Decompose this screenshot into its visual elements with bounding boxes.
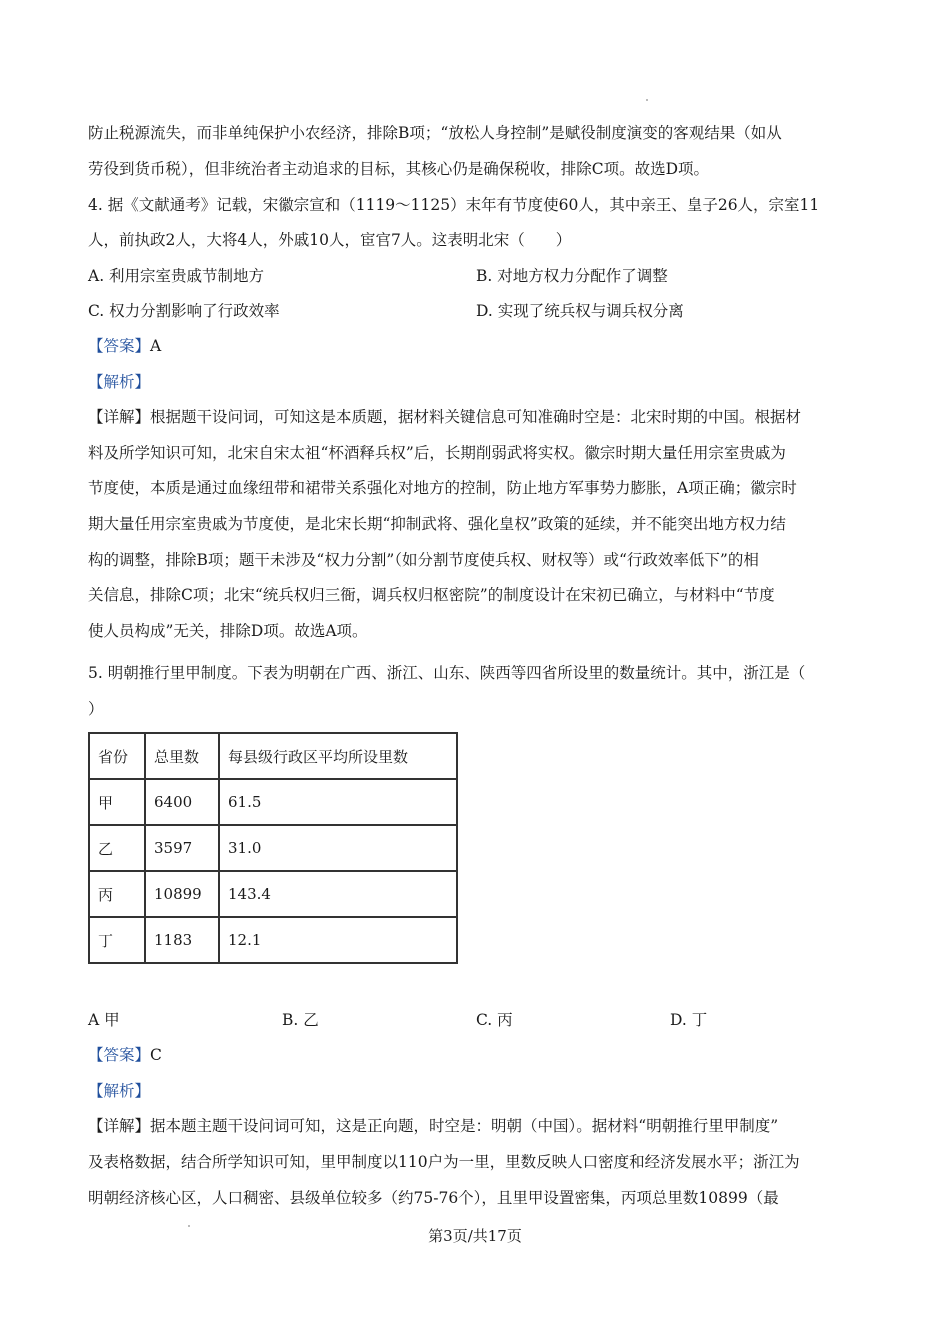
table-header-cell: 省份 — [89, 733, 145, 779]
q4-option-a: A. 利用宗室贵戚节制地方 — [88, 267, 265, 285]
page-footer: 第3页/共17页 — [428, 1227, 522, 1245]
q4-detail-line-3: 节度使，本质是通过血缘纽带和裙带关系强化对地方的控制，防止地方军事势力膨胀，A项正确；徽宗时 — [88, 479, 797, 497]
q5-detail-line-1 — [88, 1115, 778, 1137]
table-cell: 12.1 — [219, 917, 457, 963]
q5-option-d: D. 丁 — [670, 1011, 708, 1029]
answer-tag: 【答案】 — [88, 337, 151, 355]
speck-decoration — [646, 99, 648, 101]
table-header-row — [89, 733, 457, 779]
q4-detail-line-6: 关信息，排除C项；北宋“统兵权归三衙，调兵权归枢密院”的制度设计在宋初已确立，与材料中“节度 — [88, 586, 775, 604]
table-row — [89, 779, 457, 825]
table-header-cell: 每县级行政区平均所设里数 — [219, 733, 457, 779]
table-cell: 61.5 — [219, 779, 457, 825]
q4-option-b: B. 对地方权力分配作了调整 — [476, 267, 668, 285]
q4-detail-line-1 — [88, 406, 801, 428]
table-cell: 6400 — [145, 779, 219, 825]
q4-analysis-tag: 【解析】 — [88, 373, 151, 391]
table-cell: 3597 — [145, 825, 219, 871]
table-row — [89, 871, 457, 917]
q5-option-a: A 甲 — [88, 1011, 120, 1029]
answer-tag: 【答案】 — [88, 1046, 151, 1064]
detail-text: 据本题主题干设问词可知，这是正向题，时空是：明朝（中国）。据材料“明朝推行里甲制度” — [150, 1117, 779, 1135]
q4-option-c: C. 权力分割影响了行政效率 — [88, 302, 280, 320]
q4-detail-line-2: 料及所学知识可知，北宋自宋太祖“杯酒释兵权”后，长期削弱武将实权。徽宗时期大量任用宗室贵戚为 — [88, 444, 786, 462]
intro-line-2: 劳役到货币税），但非统治者主动追求的目标，其核心仍是确保税收，排除C项。故选D项。 — [88, 160, 710, 178]
intro-line-1: 防止税源流失，而非单纯保护小农经济，排除B项；“放松人身控制”是赋役制度演变的客观结果（如从 — [88, 124, 782, 142]
speck-decoration — [188, 1225, 190, 1227]
answer-value: C — [150, 1046, 162, 1064]
q5-stem-line-2: ） — [88, 700, 104, 718]
table-row — [89, 825, 457, 871]
table-header-cell: 总里数 — [145, 733, 219, 779]
table-cell: 丁 — [89, 917, 145, 963]
detail-tag: 【详解】 — [88, 408, 151, 426]
q5-analysis-tag: 【解析】 — [88, 1082, 151, 1100]
table-cell: 143.4 — [219, 871, 457, 917]
q5-stem-line-1: 5. 明朝推行里甲制度。下表为明朝在广西、浙江、山东、陕西等四省所设里的数量统计。其中，浙江是（ — [88, 664, 806, 682]
answer-value: A — [150, 337, 162, 355]
data-table — [88, 732, 458, 964]
q5-answer — [88, 1044, 162, 1066]
table-row — [89, 917, 457, 963]
q4-answer — [88, 335, 161, 357]
table-cell: 1183 — [145, 917, 219, 963]
table-cell: 乙 — [89, 825, 145, 871]
q5-detail-line-3: 明朝经济核心区，人口稠密、县级单位较多（约75-76个），且里甲设置密集，丙项总里数10899（最 — [88, 1189, 779, 1207]
q5-option-c: C. 丙 — [476, 1011, 513, 1029]
q4-detail-line-7: 使人员构成”无关，排除D项。故选A项。 — [88, 622, 368, 640]
q4-stem-line-1: 4. 据《文献通考》记载，宋徽宗宣和（1119～1125）末年有节度使60人，其中亲王、皇子26人，宗室11 — [88, 196, 820, 214]
table-cell: 31.0 — [219, 825, 457, 871]
q4-detail-line-4: 期大量任用宗室贵戚为节度使，是北宋长期“抑制武将、强化皇权”政策的延续，并不能突出地方权力结 — [88, 515, 786, 533]
table-cell: 丙 — [89, 871, 145, 917]
table-cell: 甲 — [89, 779, 145, 825]
table-cell: 10899 — [145, 871, 219, 917]
q4-stem-line-2: 人，前执政2人，大将4人，外戚10人，宦官7人。这表明北宋（ ） — [88, 231, 572, 249]
q4-option-d: D. 实现了统兵权与调兵权分离 — [476, 302, 684, 320]
q5-detail-line-2: 及表格数据，结合所学知识可知，里甲制度以110户为一里，里数反映人口密度和经济发展水平；浙江为 — [88, 1153, 800, 1171]
q4-detail-line-5: 构的调整，排除B项；题干未涉及“权力分割”（如分割节度使兵权、财权等）或“行政效率低下”的相 — [88, 551, 759, 569]
q5-option-b: B. 乙 — [282, 1011, 319, 1029]
detail-text: 根据题干设问词，可知这是本质题，据材料关键信息可知准确时空是：北宋时期的中国。根据材 — [150, 408, 802, 426]
detail-tag: 【详解】 — [88, 1117, 151, 1135]
